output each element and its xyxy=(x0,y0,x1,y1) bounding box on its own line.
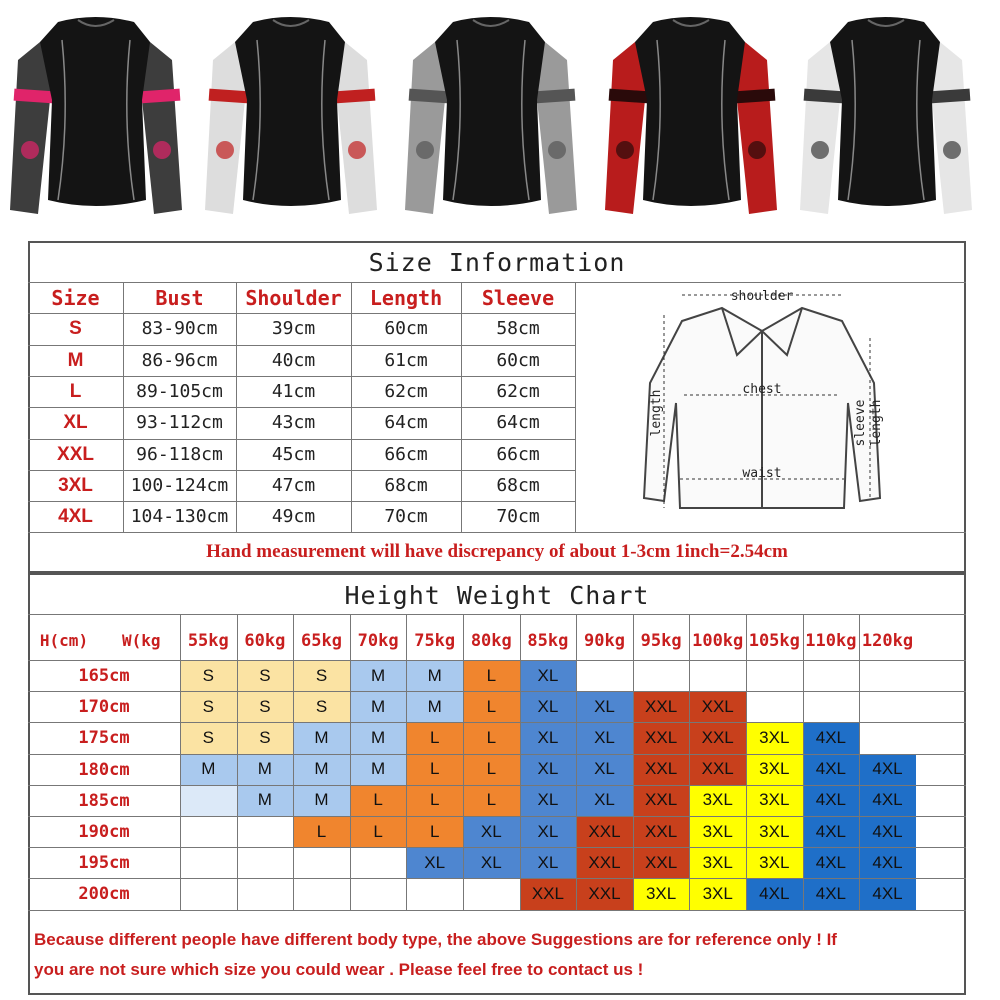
waist-label: waist xyxy=(742,466,782,481)
weight-col-90kg: 90kg xyxy=(584,631,625,651)
size-label: M xyxy=(67,349,84,371)
size-row-divider xyxy=(28,345,576,346)
size-recommendation-cell: M xyxy=(293,722,350,753)
size-recommendation-cell: XXL xyxy=(520,878,577,909)
size-recommendation-cell: XL xyxy=(406,847,463,878)
size-recommendation-cell: L xyxy=(463,722,520,753)
size-recommendation-cell xyxy=(746,691,803,722)
height-row-label: 170cm xyxy=(78,697,130,718)
size-recommendation-cell: M xyxy=(350,691,407,722)
size-cell: 86-96cm xyxy=(141,349,218,371)
size-recommendation-cell xyxy=(859,691,916,722)
size-header-size: Size xyxy=(51,286,100,310)
size-row-divider xyxy=(28,470,576,471)
size-cell: 43cm xyxy=(271,412,316,434)
weight-col-65kg: 65kg xyxy=(301,631,342,651)
size-recommendation-cell: M xyxy=(237,785,294,816)
red-geometric-shirt xyxy=(605,17,777,214)
size-recommendation-cell: XL xyxy=(576,691,633,722)
reference-note-line1: Because different people have different body type, the above Suggestions are for reference only ! If xyxy=(34,930,837,949)
size-recommendation-cell: XXL xyxy=(633,785,690,816)
hw-row-divider xyxy=(28,878,966,879)
size-recommendation-cell: XL xyxy=(576,754,633,785)
size-recommendation-cell: L xyxy=(350,816,407,847)
size-recommendation-cell: XXL xyxy=(576,878,633,909)
size-recommendation-cell: XXL xyxy=(576,816,633,847)
size-recommendation-cell: XL xyxy=(520,722,577,753)
size-cell: 68cm xyxy=(496,474,540,496)
hw-col-divider xyxy=(689,614,690,910)
chest-label: chest xyxy=(742,382,782,397)
size-label: XL xyxy=(63,412,88,434)
size-cell: 60cm xyxy=(384,318,428,340)
size-recommendation-cell: 3XL xyxy=(746,754,803,785)
size-cell: 89-105cm xyxy=(136,380,223,402)
weight-col-95kg: 95kg xyxy=(640,631,682,651)
size-recommendation-cell xyxy=(859,722,916,753)
size-recommendation-cell: XXL xyxy=(689,754,746,785)
size-cell: 100-124cm xyxy=(130,474,229,496)
size-recommendation-cell xyxy=(463,878,520,909)
size-recommendation-cell xyxy=(293,847,350,878)
size-recommendation-cell: 3XL xyxy=(746,816,803,847)
size-cell: 47cm xyxy=(271,474,316,496)
size-recommendation-cell: 4XL xyxy=(859,816,916,847)
hw-col-divider xyxy=(237,614,238,910)
shirt-measurement-diagram xyxy=(612,283,912,523)
hw-col-divider xyxy=(293,614,294,910)
size-recommendation-cell xyxy=(180,878,237,909)
size-recommendation-cell: 4XL xyxy=(746,878,803,909)
size-row-divider xyxy=(28,282,576,283)
skull-print-shirt xyxy=(205,17,377,214)
size-recommendation-cell: L xyxy=(463,691,520,722)
size-recommendation-cell: 4XL xyxy=(859,847,916,878)
weight-col-70kg: 70kg xyxy=(357,631,399,651)
size-header-length: Length xyxy=(369,286,443,310)
size-recommendation-cell: 3XL xyxy=(689,816,746,847)
size-recommendation-cell: S xyxy=(180,691,237,722)
size-recommendation-cell: 4XL xyxy=(859,754,916,785)
hw-col-divider xyxy=(463,614,464,910)
size-recommendation-cell: XXL xyxy=(689,691,746,722)
size-cell: 96-118cm xyxy=(136,443,223,465)
height-row-label: 175cm xyxy=(78,728,130,749)
weight-col-110kg: 110kg xyxy=(805,631,857,651)
hw-col-divider xyxy=(180,614,181,910)
size-recommendation-cell: L xyxy=(463,754,520,785)
size-recommendation-cell: L xyxy=(406,754,463,785)
size-recommendation-cell: 4XL xyxy=(859,878,916,909)
weight-col-60kg: 60kg xyxy=(244,631,286,651)
size-cell: 64cm xyxy=(384,412,428,434)
size-recommendation-cell: XL xyxy=(520,660,577,691)
size-recommendation-cell xyxy=(803,660,860,691)
size-recommendation-cell: XXL xyxy=(576,847,633,878)
size-recommendation-cell: 3XL xyxy=(689,878,746,909)
size-recommendation-cell: 3XL xyxy=(746,722,803,753)
size-cell: 93-112cm xyxy=(136,412,223,434)
size-recommendation-cell: S xyxy=(237,722,294,753)
size-recommendation-cell: 4XL xyxy=(803,878,860,909)
hw-row-divider xyxy=(28,785,966,786)
size-recommendation-cell: XL xyxy=(520,847,577,878)
hw-row-divider xyxy=(28,754,966,755)
size-recommendation-cell xyxy=(350,847,407,878)
size-recommendation-cell: 3XL xyxy=(746,785,803,816)
size-recommendation-cell xyxy=(180,847,237,878)
size-cell: 68cm xyxy=(384,474,428,496)
size-cell: 60cm xyxy=(496,349,540,371)
size-recommendation-cell: S xyxy=(180,660,237,691)
size-recommendation-cell xyxy=(689,660,746,691)
size-recommendation-cell: L xyxy=(406,816,463,847)
size-recommendation-cell: M xyxy=(350,754,407,785)
hw-col-divider xyxy=(633,614,634,910)
size-recommendation-cell xyxy=(180,785,237,816)
hw-title-divider xyxy=(28,614,966,615)
size-recommendation-cell: L xyxy=(406,785,463,816)
size-recommendation-cell: XL xyxy=(576,785,633,816)
size-recommendation-cell: XL xyxy=(520,816,577,847)
height-row-label: 195cm xyxy=(78,853,130,874)
size-recommendation-cell: M xyxy=(293,785,350,816)
hw-row-divider xyxy=(28,722,966,723)
size-recommendation-cell: M xyxy=(180,754,237,785)
hw-row-divider xyxy=(28,847,966,848)
size-cell: 61cm xyxy=(384,349,428,371)
size-row-divider xyxy=(28,501,576,502)
length-label: length xyxy=(649,389,664,437)
size-cell: 66cm xyxy=(384,443,428,465)
size-header-sleeve: Sleeve xyxy=(481,286,555,310)
size-label: S xyxy=(69,318,82,340)
hw-col-divider xyxy=(859,614,860,910)
hw-col-divider xyxy=(576,614,577,910)
size-recommendation-cell: XXL xyxy=(633,722,690,753)
size-cell: 39cm xyxy=(271,318,316,340)
size-recommendation-cell: L xyxy=(350,785,407,816)
size-recommendation-cell: M xyxy=(293,754,350,785)
weight-col-85kg: 85kg xyxy=(527,631,569,651)
weight-col-75kg: 75kg xyxy=(414,631,456,651)
size-label: 3XL xyxy=(58,474,93,496)
size-recommendation-cell: XL xyxy=(520,691,577,722)
size-note-divider xyxy=(28,532,966,533)
weight-col-100kg: 100kg xyxy=(692,631,744,651)
size-recommendation-cell: M xyxy=(350,660,407,691)
size-recommendation-cell xyxy=(859,660,916,691)
size-recommendation-cell: XXL xyxy=(633,691,690,722)
size-recommendation-cell: XXL xyxy=(633,754,690,785)
size-recommendation-cell: 3XL xyxy=(689,785,746,816)
size-recommendation-cell: XXL xyxy=(633,847,690,878)
hw-row-divider xyxy=(28,910,966,911)
size-cell: 45cm xyxy=(271,443,316,465)
sleeve-label: sleeve xyxy=(853,399,868,447)
size-information-title: Size Information xyxy=(368,248,626,277)
height-row-label: 165cm xyxy=(78,666,130,686)
size-cell: 83-90cm xyxy=(141,318,218,340)
size-recommendation-cell xyxy=(237,816,294,847)
hw-row-divider xyxy=(28,691,966,692)
size-cell: 49cm xyxy=(271,506,316,528)
height-row-label: 190cm xyxy=(78,822,130,842)
weight-col-120kg: 120kg xyxy=(861,631,914,651)
size-recommendation-cell: 3XL xyxy=(746,847,803,878)
reference-note xyxy=(34,925,964,985)
white-pattern-shirt xyxy=(800,17,972,214)
size-recommendation-cell: S xyxy=(180,722,237,753)
size-row-divider xyxy=(28,407,576,408)
size-row-divider xyxy=(28,439,576,440)
size-recommendation-cell: 4XL xyxy=(803,847,860,878)
grey-skull-shirt xyxy=(405,17,577,214)
size-cell: 62cm xyxy=(384,380,428,402)
sleeve-length-label: length xyxy=(869,399,884,447)
size-cell: 64cm xyxy=(496,412,540,434)
size-recommendation-cell: S xyxy=(237,691,294,722)
size-recommendation-cell xyxy=(180,816,237,847)
size-recommendation-cell: 4XL xyxy=(803,785,860,816)
size-recommendation-cell: XL xyxy=(520,754,577,785)
size-col-divider xyxy=(575,282,576,532)
weight-col-105kg: 105kg xyxy=(748,631,800,651)
size-recommendation-cell xyxy=(237,847,294,878)
size-recommendation-cell: XXL xyxy=(689,722,746,753)
size-cell: 62cm xyxy=(496,380,540,402)
size-recommendation-cell: L xyxy=(406,722,463,753)
hw-row-divider xyxy=(28,660,966,661)
size-header-bust: Bust xyxy=(155,286,204,310)
size-recommendation-cell xyxy=(803,691,860,722)
size-recommendation-cell xyxy=(293,878,350,909)
weight-col-80kg: 80kg xyxy=(470,631,512,651)
height-row-label: 180cm xyxy=(78,759,130,780)
size-recommendation-cell: M xyxy=(406,660,463,691)
size-recommendation-cell: 4XL xyxy=(859,785,916,816)
shirt-product-images xyxy=(0,0,1000,232)
weight-col-55kg: 55kg xyxy=(187,631,229,651)
size-recommendation-cell xyxy=(633,660,690,691)
size-recommendation-cell: S xyxy=(237,660,294,691)
hw-row-divider xyxy=(28,816,966,817)
pink-stripe-shirt xyxy=(10,17,182,214)
hw-col-divider xyxy=(803,614,804,910)
size-recommendation-cell: 4XL xyxy=(803,722,860,753)
size-recommendation-cell: 4XL xyxy=(803,816,860,847)
size-recommendation-cell: M xyxy=(350,722,407,753)
hw-col-divider xyxy=(746,614,747,910)
hw-col-divider xyxy=(350,614,351,910)
size-recommendation-cell: 3XL xyxy=(633,878,690,909)
shoulder-label: shoulder xyxy=(730,289,794,304)
measurement-note: Hand measurement will have discrepancy of about 1-3cm 1inch=2.54cm xyxy=(206,541,788,562)
hw-col-divider xyxy=(520,614,521,910)
size-recommendation-cell: 3XL xyxy=(689,847,746,878)
size-recommendation-cell xyxy=(746,660,803,691)
size-cell: 58cm xyxy=(496,318,540,340)
size-recommendation-cell: L xyxy=(293,816,350,847)
size-cell: 70cm xyxy=(496,506,540,528)
size-recommendation-cell xyxy=(237,878,294,909)
height-weight-title: Height Weight Chart xyxy=(344,581,650,610)
size-recommendation-cell: XL xyxy=(576,722,633,753)
height-header: H(cm) xyxy=(39,631,89,650)
size-recommendation-cell: L xyxy=(463,785,520,816)
size-cell: 41cm xyxy=(271,380,316,402)
size-recommendation-cell: XL xyxy=(463,847,520,878)
size-recommendation-cell: S xyxy=(293,660,350,691)
size-cell: 40cm xyxy=(271,349,316,371)
size-recommendation-cell: XL xyxy=(463,816,520,847)
weight-header: W(kg xyxy=(122,631,161,650)
size-recommendation-cell: S xyxy=(293,691,350,722)
height-row-label: 185cm xyxy=(78,790,130,811)
height-row-label: 200cm xyxy=(78,884,130,905)
size-recommendation-cell: M xyxy=(237,754,294,785)
size-header-shoulder: Shoulder xyxy=(245,286,342,310)
size-label: 4XL xyxy=(58,506,93,528)
size-cell: 104-130cm xyxy=(130,506,229,528)
size-recommendation-cell: XXL xyxy=(633,816,690,847)
size-recommendation-cell xyxy=(576,660,633,691)
size-recommendation-cell xyxy=(350,878,407,909)
reference-note-line2: you are not sure which size you could wear . Please feel free to contact us ! xyxy=(34,960,644,979)
size-label: XXL xyxy=(57,443,94,465)
size-recommendation-cell: 4XL xyxy=(803,754,860,785)
size-recommendation-cell xyxy=(406,878,463,909)
size-recommendation-cell: XL xyxy=(520,785,577,816)
size-cell: 70cm xyxy=(384,506,428,528)
size-row-divider xyxy=(28,313,576,314)
size-row-divider xyxy=(28,376,576,377)
size-cell: 66cm xyxy=(496,443,540,465)
hw-col-divider xyxy=(406,614,407,910)
size-recommendation-cell: L xyxy=(463,660,520,691)
size-recommendation-cell: M xyxy=(406,691,463,722)
size-label: L xyxy=(69,380,82,402)
